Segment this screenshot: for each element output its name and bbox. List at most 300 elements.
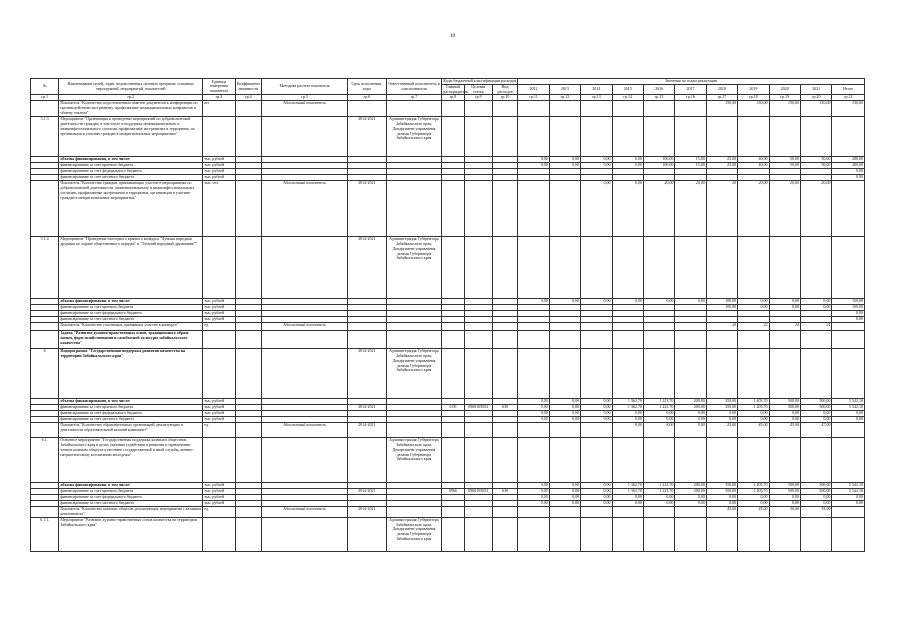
- value-cell: [738, 237, 769, 299]
- empty-cell: [769, 331, 800, 349]
- value-cell: 20,00: [643, 181, 674, 237]
- value-cell: 0,00: [581, 483, 612, 489]
- value-cell: [518, 507, 549, 518]
- empty-cell: [386, 331, 442, 349]
- col-number: гр.21: [832, 95, 865, 101]
- value-cell: 0,00: [581, 157, 612, 163]
- row-number: [31, 423, 59, 438]
- page-number: 10: [449, 33, 456, 39]
- value-cell: 0,00: [675, 299, 706, 305]
- value-cell: [581, 323, 612, 331]
- value-cell: [832, 423, 865, 438]
- value-cell: [832, 323, 865, 331]
- empty-cell: [203, 331, 235, 349]
- value-cell: 1 223,70: [643, 405, 674, 411]
- value-cell: 0,00: [769, 305, 800, 311]
- value-cell: 5 542,10: [832, 405, 865, 411]
- value-cell: 20,00: [800, 181, 831, 237]
- kbk-cell: [442, 517, 464, 551]
- value-cell: 150,00: [738, 101, 769, 117]
- value-cell: 55,00: [800, 507, 831, 518]
- col-number: гр.12: [549, 95, 580, 101]
- row-number: [31, 181, 59, 237]
- value-cell: 0,00: [832, 417, 865, 423]
- col-number: гр.14: [612, 95, 643, 101]
- value-cell: [549, 323, 580, 331]
- activity-row: [31, 517, 865, 551]
- header-kbk: Коды бюджетной классификации расходов: [443, 78, 517, 83]
- header-num: №: [31, 79, 59, 95]
- value-cell: 1 405,70: [738, 405, 769, 411]
- value-cell: 50,00: [800, 163, 831, 169]
- kbk-cell: 0960105052: [464, 489, 492, 495]
- kbk-cell: [464, 349, 492, 399]
- indicator-row: [31, 423, 865, 438]
- value-cell: 0,00: [518, 483, 549, 489]
- value-cell: [643, 117, 674, 157]
- row-name: Показатель "Количество граждан, принимающих участие в мероприятиях по добровольческой деятельности, межнациональному и межконфессиональному согласию, профилактике экстремизма и терроризма, организации и участию граждан в межрегиональных мероприятиях": [59, 181, 203, 237]
- value-cell: [675, 507, 706, 518]
- col-number: гр.13: [581, 95, 612, 101]
- indicator-row: [31, 507, 865, 518]
- financing-label: финансирование за счет краевого бюджета: [59, 405, 203, 411]
- value-cell: [612, 349, 643, 399]
- value-cell: 0,00: [581, 181, 612, 237]
- value-cell: 0,00: [769, 501, 800, 507]
- value-cell: 500,00: [769, 399, 800, 405]
- method-cell: [261, 438, 347, 483]
- value-cell: 25,00: [706, 423, 737, 438]
- kbk-cell: [442, 323, 464, 331]
- value-cell: [612, 323, 643, 331]
- kbk-cell: 0960105052: [464, 405, 492, 411]
- value-cell: [518, 438, 549, 483]
- value-cell: 1 223,70: [643, 489, 674, 495]
- value-cell: 0,00: [643, 495, 674, 501]
- empty-cell: [492, 331, 517, 349]
- value-cell: [800, 438, 831, 483]
- value-cell: 0,00: [581, 405, 612, 411]
- header-resp: Ответственный исполнитель и соисполнители: [386, 79, 442, 95]
- row-number: 6.1.1.: [31, 517, 59, 551]
- value-cell: [518, 237, 549, 299]
- value-cell: [612, 101, 643, 117]
- kbk-cell: [464, 323, 492, 331]
- unit-cell: тыс. рублей: [203, 305, 235, 311]
- col-number: гр.10: [492, 95, 517, 101]
- responsible-cell: [386, 181, 442, 237]
- value-cell: [738, 438, 769, 483]
- value-cell: 100,00: [643, 163, 674, 169]
- coef-cell: [235, 517, 261, 551]
- value-cell: [832, 507, 865, 518]
- method-cell: [261, 117, 347, 157]
- row-name: Показатель "Количество образовательных организаций, реализующих в деятельности образовательной казачий компонент": [59, 423, 203, 438]
- value-cell: 0,00: [643, 501, 674, 507]
- value-cell: 0,00: [769, 417, 800, 423]
- col-number: гр.19: [769, 95, 800, 101]
- kbk-cell: [464, 101, 492, 117]
- responsible-cell: Администрация Губернатора Забайкальского края, Департамент управления делами Губернатора Забайкальского края: [386, 349, 442, 399]
- term-cell: 2014-2021: [348, 237, 387, 299]
- unit-cell: [203, 117, 235, 157]
- value-cell: [675, 323, 706, 331]
- value-cell: 100,00: [643, 157, 674, 163]
- value-cell: 20,00: [675, 181, 706, 237]
- value-cell: [643, 237, 674, 299]
- row-name: Показатель "Количество участников, принявших участие в конкурсе": [59, 323, 203, 331]
- empty-cell: [832, 331, 865, 349]
- value-cell: 150,00: [706, 101, 737, 117]
- value-cell: 0,00: [769, 495, 800, 501]
- value-cell: [549, 117, 580, 157]
- value-cell: 0,00: [706, 417, 737, 423]
- value-cell: 1 362,70: [612, 489, 643, 495]
- value-cell: [549, 507, 580, 518]
- value-cell: [800, 517, 831, 551]
- header-year: 2020: [769, 84, 800, 95]
- empty-cell: [442, 331, 464, 349]
- value-cell: 50,00: [769, 163, 800, 169]
- empty-cell: [518, 331, 549, 349]
- value-cell: 0,00: [518, 405, 549, 411]
- value-cell: 0,00: [612, 163, 643, 169]
- value-cell: 15,00: [675, 163, 706, 169]
- value-cell: 0,00: [643, 299, 674, 305]
- responsible-cell: [386, 323, 442, 331]
- value-cell: [832, 237, 865, 299]
- value-cell: 0,00: [832, 495, 865, 501]
- kbk-cell: [492, 323, 517, 331]
- value-cell: 350,00: [706, 405, 737, 411]
- kbk-cell: [492, 117, 517, 157]
- value-cell: [769, 423, 800, 438]
- header-year: 2017: [675, 84, 706, 95]
- value-cell: 0,00: [612, 181, 643, 237]
- value-cell: 0,00: [832, 169, 865, 175]
- kbk-cell: [464, 181, 492, 237]
- kbk-cell: [464, 507, 492, 518]
- value-cell: [738, 517, 769, 551]
- indicator-row: [31, 101, 865, 117]
- unit-cell: тыс. рублей: [203, 399, 235, 405]
- header-values: Значения по годам реализации: [518, 79, 865, 85]
- kbk-cell: [442, 237, 464, 299]
- value-cell: [518, 323, 549, 331]
- empty-cell: [706, 331, 737, 349]
- value-cell: 500,00: [800, 489, 831, 495]
- unit-cell: тыс. рублей: [203, 411, 235, 417]
- unit-cell: тыс. рублей: [203, 175, 235, 181]
- value-cell: 150,00: [832, 101, 865, 117]
- unit-cell: ед.: [203, 423, 235, 438]
- row-number: [31, 323, 59, 331]
- activity-row: [31, 438, 865, 483]
- value-cell: 500,00: [769, 405, 800, 411]
- value-cell: 200,00: [675, 489, 706, 495]
- value-cell: [675, 117, 706, 157]
- responsible-cell: [386, 423, 442, 438]
- value-cell: 200,00: [675, 399, 706, 405]
- row-number: [31, 507, 59, 518]
- financing-label: объемы финансирования, в том числе:: [59, 483, 203, 489]
- value-cell: [581, 517, 612, 551]
- value-cell: 280,00: [832, 157, 865, 163]
- task-row: [31, 331, 865, 349]
- unit-cell: тыс. рублей: [203, 169, 235, 175]
- value-cell: 0,00: [581, 299, 612, 305]
- value-cell: 0,00: [738, 417, 769, 423]
- value-cell: [832, 349, 865, 399]
- term-cell: 2014-2021: [348, 349, 387, 399]
- value-cell: [549, 438, 580, 483]
- col-number: гр.20: [800, 95, 831, 101]
- header-year: 2014: [581, 84, 612, 95]
- value-cell: 25,00: [706, 157, 737, 163]
- value-cell: [549, 349, 580, 399]
- value-cell: 5 542,10: [832, 483, 865, 489]
- value-cell: 0,00: [518, 501, 549, 507]
- value-cell: 0,00: [581, 489, 612, 495]
- value-cell: [800, 349, 831, 399]
- empty-cell: [261, 331, 347, 349]
- col-number: гр.2: [59, 95, 203, 101]
- value-cell: 500,00: [800, 405, 831, 411]
- value-cell: 350,00: [706, 489, 737, 495]
- unit-cell: ед.: [203, 507, 235, 518]
- value-alt: 47,00: [821, 422, 831, 428]
- value-cell: [675, 438, 706, 483]
- task-name: Задача "Развитие духовно-нравственных основ, традиционного образа жизни, форм хозяйствования и самобытной культуры забайкальского казачества": [59, 331, 203, 349]
- activity-row: [31, 237, 865, 299]
- value-cell: 0,00: [612, 411, 643, 417]
- value-cell: [769, 438, 800, 483]
- value-cell: 0,00: [612, 501, 643, 507]
- financing-label: финансирование за счет федерального бюджета: [59, 495, 203, 501]
- value-cell: 0,00: [832, 501, 865, 507]
- empty-cell: [581, 331, 612, 349]
- value-cell: [706, 438, 737, 483]
- financing-label: финансирование за счет федерального бюджета: [59, 311, 203, 317]
- value-cell: 0,00: [706, 411, 737, 417]
- value-cell: 0,00: [738, 411, 769, 417]
- value-cell: 0,00: [518, 299, 549, 305]
- value-cell: 20,00: [738, 181, 769, 237]
- value-cell: 0,00: [675, 417, 706, 423]
- value-cell: 40,00: [738, 163, 769, 169]
- financing-label: финансирование за счет местного бюджета: [59, 175, 203, 181]
- col-number: гр.18: [738, 95, 769, 101]
- value-cell: [612, 507, 643, 518]
- unit-cell: [203, 237, 235, 299]
- coef-cell: [235, 323, 261, 331]
- header-kbk-sub: Целевая статья: [464, 84, 492, 95]
- value-cell: [706, 237, 737, 299]
- financing-label: объемы финансирования, в том числе:: [59, 399, 203, 405]
- value-cell: 1 405,70: [738, 483, 769, 489]
- header-year: Итого: [832, 84, 865, 95]
- value-cell: [769, 237, 800, 299]
- value-cell: [643, 438, 674, 483]
- value-cell: 0,00: [518, 495, 549, 501]
- term-cell: [348, 101, 387, 117]
- kbk-cell: [492, 237, 517, 299]
- kbk-cell: [442, 101, 464, 117]
- value-cell: 22: [738, 323, 769, 331]
- row-name: Основное мероприятие "Государственная поддержка казачьим обществам Забайкальского края в целях оказания содействия в развитии и привлечении членов казачьих обществ к несению государственной и иной службы, военно-патриотическому воспитанию молодежи": [59, 438, 203, 483]
- kbk-cell: [492, 423, 517, 438]
- row-name: Мероприятие "Проведение ежегодного краевого конкурса "Лучшая народная дружина по охране общественного порядка" и "Лучший народный дружинник"": [59, 237, 203, 299]
- value-cell: 0,00: [581, 417, 612, 423]
- value-cell: 0,00: [643, 417, 674, 423]
- value-cell: 50,00: [769, 157, 800, 163]
- row-name: Мероприятие "Организация и проведение мероприятий по добровольческой деятельности граждан, в том числе в поддержку межнационального и межконфессионального согласия, профилактике экстремизма и терроризма, по организации и участию граждан в межрегиональных мероприятиях": [59, 117, 203, 157]
- value-cell: 0,00: [581, 501, 612, 507]
- term-cell: 2014-2021: [348, 117, 387, 157]
- value-cell: 0,00: [800, 299, 831, 305]
- value-cell: [706, 117, 737, 157]
- term-cell: 2014-2021: [348, 507, 387, 518]
- value-cell: [675, 237, 706, 299]
- value-cell: 0,00: [706, 495, 737, 501]
- kbk-cell: [464, 237, 492, 299]
- financing-label: финансирование за счет краевого бюджета: [59, 489, 203, 495]
- value-cell: 1 223,70: [643, 399, 674, 405]
- col-number: гр.9: [464, 95, 492, 101]
- col-number: гр.15: [643, 95, 674, 101]
- value-cell: 200,00: [675, 483, 706, 489]
- unit-cell: тыс. рублей: [203, 417, 235, 423]
- value-cell: 100,00: [706, 299, 737, 305]
- value-cell: 40,00: [738, 157, 769, 163]
- col-number: гр.6: [348, 95, 387, 101]
- header-year: 2013: [549, 84, 580, 95]
- method-cell: Абсолютный показатель: [261, 323, 347, 331]
- empty-cell: [643, 331, 674, 349]
- header-year: 2016: [643, 84, 674, 95]
- unit-cell: ед.: [203, 323, 235, 331]
- value-alt: 45,00: [758, 422, 768, 428]
- value-cell: 0,00: [581, 495, 612, 501]
- value-cell: 0,00: [549, 495, 580, 501]
- value-cell: 15,00: [675, 157, 706, 163]
- method-cell: Абсолютный показатель: [261, 423, 347, 438]
- value-cell: [738, 349, 769, 399]
- value-cell: 0,00: [549, 417, 580, 423]
- method-cell: [261, 517, 347, 551]
- value-cell: [832, 438, 865, 483]
- kbk-cell: [492, 101, 517, 117]
- value-cell: [518, 349, 549, 399]
- unit-cell: [203, 517, 235, 551]
- kbk-cell: [492, 507, 517, 518]
- program-table: [30, 78, 865, 552]
- value-cell: 0,00: [800, 411, 831, 417]
- row-name: Мероприятие "Развитие духовно-нравственных основ казачества на территории Забайкальского края": [59, 517, 203, 551]
- value-cell: 0,00: [518, 411, 549, 417]
- unit-cell: тыс. рублей: [203, 405, 235, 411]
- value-cell: 0,00: [738, 495, 769, 501]
- header-kbk-sub: Главный распорядитель: [443, 83, 469, 94]
- value-cell: 1 405,70: [738, 399, 769, 405]
- value-cell: 350,00: [706, 399, 737, 405]
- unit-cell: тыс. рублей: [203, 317, 235, 323]
- indicator-row: [31, 181, 865, 237]
- value-cell: 1 362,70: [612, 405, 643, 411]
- col-number: гр.7: [386, 95, 442, 101]
- value-cell: 0,00: [549, 163, 580, 169]
- term-cell: 2014-2021: [348, 181, 387, 237]
- value-cell: [675, 349, 706, 399]
- value-cell: 0,00: [738, 305, 769, 311]
- value-cell: 0,00: [800, 495, 831, 501]
- value-cell: 20: [706, 181, 737, 237]
- unit-cell: [203, 438, 235, 483]
- value-cell: 100,00: [706, 305, 737, 311]
- kbk-cell: 0,00: [442, 405, 464, 411]
- value-cell: [738, 117, 769, 157]
- financing-label: финансирование за счет федерального бюджета: [59, 411, 203, 417]
- value-cell: 200,00: [675, 405, 706, 411]
- kbk-cell: [442, 181, 464, 237]
- value-cell: [675, 517, 706, 551]
- kbk-cell: [442, 117, 464, 157]
- value-cell: 0,00: [549, 399, 580, 405]
- header-year: 2012: [518, 84, 549, 95]
- value-cell: [832, 117, 865, 157]
- value-cell: [581, 507, 612, 518]
- value-cell: 20: [706, 323, 737, 331]
- header-year: 2015: [612, 84, 643, 95]
- responsible-cell: [386, 101, 442, 117]
- value-cell: 0,00: [612, 495, 643, 501]
- term-cell: [348, 323, 387, 331]
- value-cell: 0,00: [769, 411, 800, 417]
- value-cell: 0,00: [675, 501, 706, 507]
- value-cell: [800, 423, 831, 438]
- header-name: Наименование целей, задач, ведомственных целевых программ, основных мероприятий, мероприятий, показателей: [59, 79, 203, 95]
- value-cell: [581, 237, 612, 299]
- col-number: гр.16: [675, 95, 706, 101]
- financing-label: объемы финансирования, в том числе:: [59, 299, 203, 305]
- unit-cell: тыс. рублей: [203, 163, 235, 169]
- value-cell: 0,00: [612, 417, 643, 423]
- value-cell: 0,00: [549, 405, 580, 411]
- table-body: [31, 79, 865, 552]
- row-number: [31, 331, 59, 349]
- value-cell: 280,00: [832, 163, 865, 169]
- value-cell: [769, 117, 800, 157]
- kbk-cell: [492, 438, 517, 483]
- header-year: 2021: [800, 84, 831, 95]
- value-cell: 0,00: [518, 399, 549, 405]
- value-cell: 1 223,70: [643, 483, 674, 489]
- coef-cell: [235, 117, 261, 157]
- row-number: 5.1.4: [31, 237, 59, 299]
- unit-cell: тыс. чел.: [203, 181, 235, 237]
- coef-cell: [235, 181, 261, 237]
- value-cell: 1 362,70: [612, 483, 643, 489]
- activity-row: [31, 349, 865, 399]
- value-cell: [549, 101, 580, 117]
- responsible-cell: Администрация Губернатора Забайкальского края, Департамент управления делами Губернатора Забайкальского края: [386, 117, 442, 157]
- col-number: гр.4: [235, 95, 261, 101]
- responsible-cell: Администрация Губернатора Забайкальского края, Департамент управления делами Губернатора Забайкальского края: [386, 517, 442, 551]
- value-cell: 150,00: [800, 101, 831, 117]
- financing-label: финансирование за счет местного бюджета: [59, 417, 203, 423]
- value-cell: 350,00: [706, 483, 737, 489]
- term-cell: [348, 517, 387, 551]
